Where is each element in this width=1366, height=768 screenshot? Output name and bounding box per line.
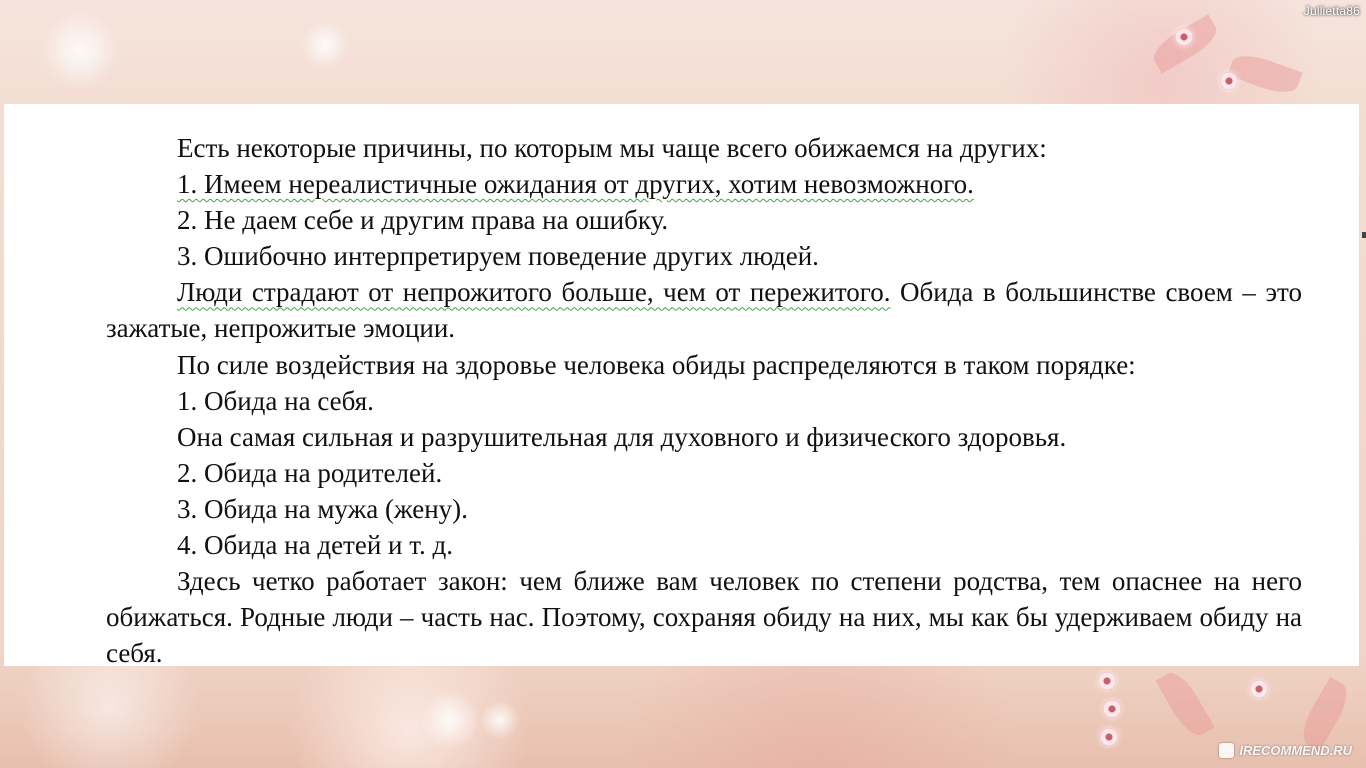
document-text bbox=[106, 130, 1302, 671]
paragraph bbox=[106, 166, 1302, 202]
bokeh-light bbox=[300, 20, 350, 70]
bokeh-light bbox=[480, 700, 520, 740]
paragraph bbox=[106, 274, 1302, 346]
bokeh-light bbox=[40, 10, 120, 90]
bokeh-light bbox=[420, 690, 480, 750]
paragraph: 3. Обида на мужа (жену). bbox=[177, 493, 468, 524]
paragraph: 2. Обида на родителей. bbox=[177, 457, 443, 488]
flower-decoration bbox=[1175, 28, 1193, 46]
paragraph-continuation: Обида в большинстве своем – это зажатые, непрожитые эмоции. bbox=[106, 277, 1302, 344]
site-watermark bbox=[1219, 743, 1352, 758]
flower-decoration bbox=[1103, 700, 1121, 718]
leaf-decoration bbox=[1155, 667, 1214, 742]
flower-decoration bbox=[1098, 672, 1116, 690]
paragraph: 1. Обида на себя. bbox=[177, 385, 374, 416]
spellcheck-marked-text: 1. Имеем нереалистичные ожидания от других, хотим невозможного. bbox=[177, 169, 974, 200]
paragraph: По силе воздействия на здоровье человека обиды распределяются в таком порядке: bbox=[177, 349, 1136, 380]
edge-marker bbox=[1362, 232, 1366, 238]
site-logo-icon bbox=[1219, 743, 1234, 758]
flower-decoration bbox=[1100, 728, 1118, 746]
paragraph: Здесь четко работает закон: чем ближе вам человек по степени родства, тем опаснее на него обижаться. Родные люди – часть нас. Поэтому, сохраняя обиду на них, мы как бы удерживаем обиду на себя. bbox=[106, 566, 1302, 669]
spellcheck-marked-text: Люди страдают от непрожитого больше, чем от пережитого. bbox=[177, 277, 891, 308]
paragraph: Есть некоторые причины, по которым мы чаще всего обижаемся на других: bbox=[177, 133, 1047, 163]
author-watermark: Jullietta86 bbox=[1303, 4, 1360, 18]
paragraph: 4. Обида на детей и т. д. bbox=[177, 530, 453, 561]
leaf-decoration bbox=[1148, 14, 1223, 73]
paragraph: 2. Не даем себе и другим права на ошибку. bbox=[177, 205, 669, 236]
paragraph: Она самая сильная и разрушительная для духовного и физического здоровья. bbox=[177, 421, 1067, 452]
leaf-decoration bbox=[1227, 49, 1302, 99]
flower-decoration bbox=[1250, 680, 1268, 698]
flower-decoration bbox=[1220, 72, 1238, 90]
paragraph: 3. Ошибочно интерпретируем поведение других людей. bbox=[177, 241, 819, 272]
leaf-decoration bbox=[1295, 677, 1354, 752]
site-watermark-text: IRECOMMEND.RU bbox=[1239, 743, 1352, 758]
